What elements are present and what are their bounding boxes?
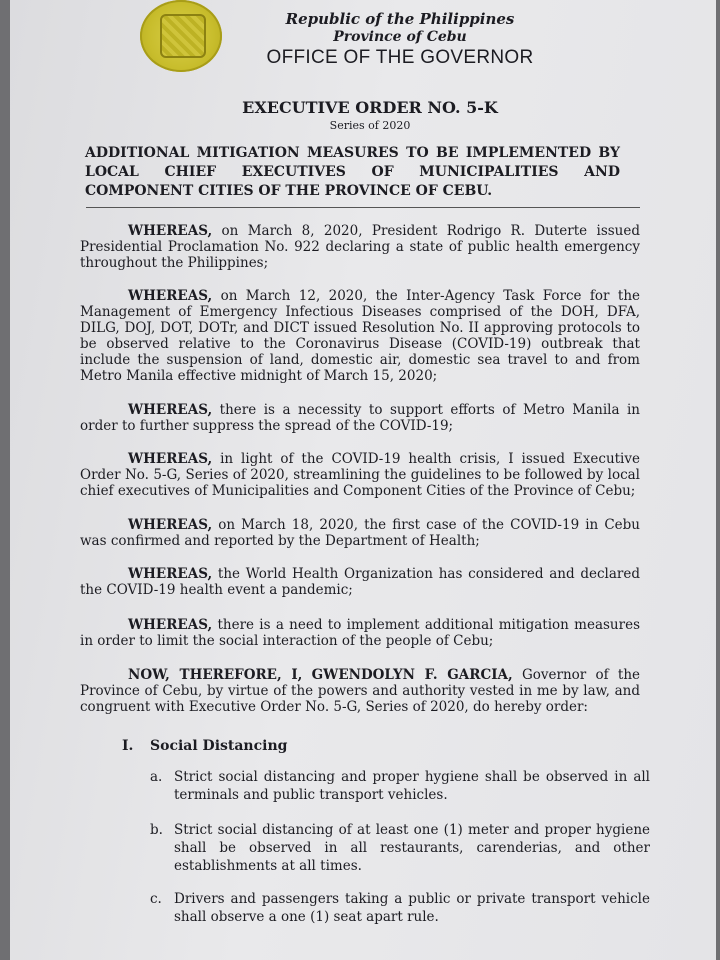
whereas-text: there is a necessity to support efforts of Metro Manila in order to further suppress the spread of the COVID-19; (80, 402, 641, 434)
whereas-lead: WHEREAS, (128, 288, 213, 304)
now-therefore-lead: NOW, THEREFORE, I, (128, 667, 303, 683)
subject-line: ADDITIONAL MITIGATION MEASURES TO BE IMPLEMENTED BY (85, 145, 620, 161)
whereas-clause (80, 617, 640, 649)
divider (86, 207, 640, 208)
order-subject (85, 144, 620, 201)
governor-name: GWENDOLYN F. GARCIA, (311, 667, 513, 683)
seal-emblem-icon (160, 14, 206, 58)
item-label: c. (150, 891, 162, 907)
item-text: Strict social distancing of at least one (1) meter and proper hygiene shall be observed in all restaurants, carenderias, and other establishments at all times. (174, 822, 650, 874)
whereas-text: on March 8, 2020, President Rodrigo R. Duterte issued Presidential Proclamation No. 922 declaring a state of public health emergency throughout the Philippines; (80, 223, 641, 271)
whereas-text: in light of the COVID-19 health crisis, I issued Executive Order No. 5-G, Series of 2020, streamlining the guidelines to be followed by local chief executives of Municipalities and Component Cities of the Province of Cebu; (80, 451, 640, 499)
item-text: Strict social distancing and proper hygiene shall be observed in all terminals and public transport vehicles. (174, 769, 650, 803)
whereas-lead: WHEREAS, (128, 517, 213, 533)
province-seal (140, 0, 222, 72)
whereas-clause (80, 517, 640, 549)
item-label: b. (150, 822, 163, 838)
whereas-text: the World Health Organization has considered and declared the COVID-19 health event a pandemic; (80, 566, 640, 598)
executive-order-title: EXECUTIVE ORDER NO. 5-K (242, 98, 498, 117)
header-republic: Republic of the Philippines (285, 10, 515, 28)
whereas-clause (80, 223, 640, 271)
now-therefore-clause (80, 667, 640, 715)
item-text: Drivers and passengers taking a public or private transport vehicle shall observe a one (1) seat apart rule. (174, 891, 650, 925)
document-page (10, 0, 716, 960)
whereas-lead: WHEREAS, (128, 402, 213, 418)
whereas-text: there is a need to implement additional mitigation measures in order to limit the social interaction of the people of Cebu; (80, 617, 640, 649)
item-label: a. (150, 769, 163, 785)
list-item (150, 821, 650, 875)
whereas-lead: WHEREAS, (128, 223, 213, 239)
executive-order-series: Series of 2020 (329, 119, 411, 132)
header-office: OFFICE OF THE GOVERNOR (266, 47, 534, 68)
subject-line: COMPONENT CITIES OF THE PROVINCE OF CEBU. (85, 183, 493, 199)
whereas-clause (80, 451, 640, 499)
list-item (150, 768, 650, 804)
whereas-lead: WHEREAS, (128, 451, 213, 467)
header-province: Province of Cebu (333, 29, 467, 45)
whereas-clause (80, 566, 640, 598)
whereas-text: on March 12, 2020, the Inter-Agency Task Force for the Management of Emergency Infectious Diseases comprised of the DOH, DFA, DILG, DOJ, DOT, DOTr, and DICT issued Resolution No. II approving protocols to be observed relative to the Coronavirus Disease (COVID-19) outbreak that include the suspension of land, domestic air, domestic sea travel to and from Metro Manila effective midnight of March 15, 2020; (80, 288, 641, 384)
whereas-lead: WHEREAS, (128, 617, 213, 633)
section-number: I. (122, 738, 134, 754)
now-therefore-text: Governor of the Province of Cebu, by virtue of the powers and authority vested in me by law, and congruent with Executive Order No. 5-G, Series of 2020, do hereby order: (80, 667, 640, 715)
whereas-lead: WHEREAS, (128, 566, 213, 582)
whereas-clause (80, 288, 640, 384)
subject-line: LOCAL CHIEF EXECUTIVES OF MUNICIPALITIES AND (85, 164, 620, 180)
section-heading (122, 738, 287, 754)
list-item (150, 890, 650, 926)
section-title: Social Distancing (150, 738, 288, 754)
whereas-text: on March 18, 2020, the first case of the COVID-19 in Cebu was confirmed and reported by the Department of Health; (80, 517, 640, 549)
whereas-clause (80, 402, 640, 434)
